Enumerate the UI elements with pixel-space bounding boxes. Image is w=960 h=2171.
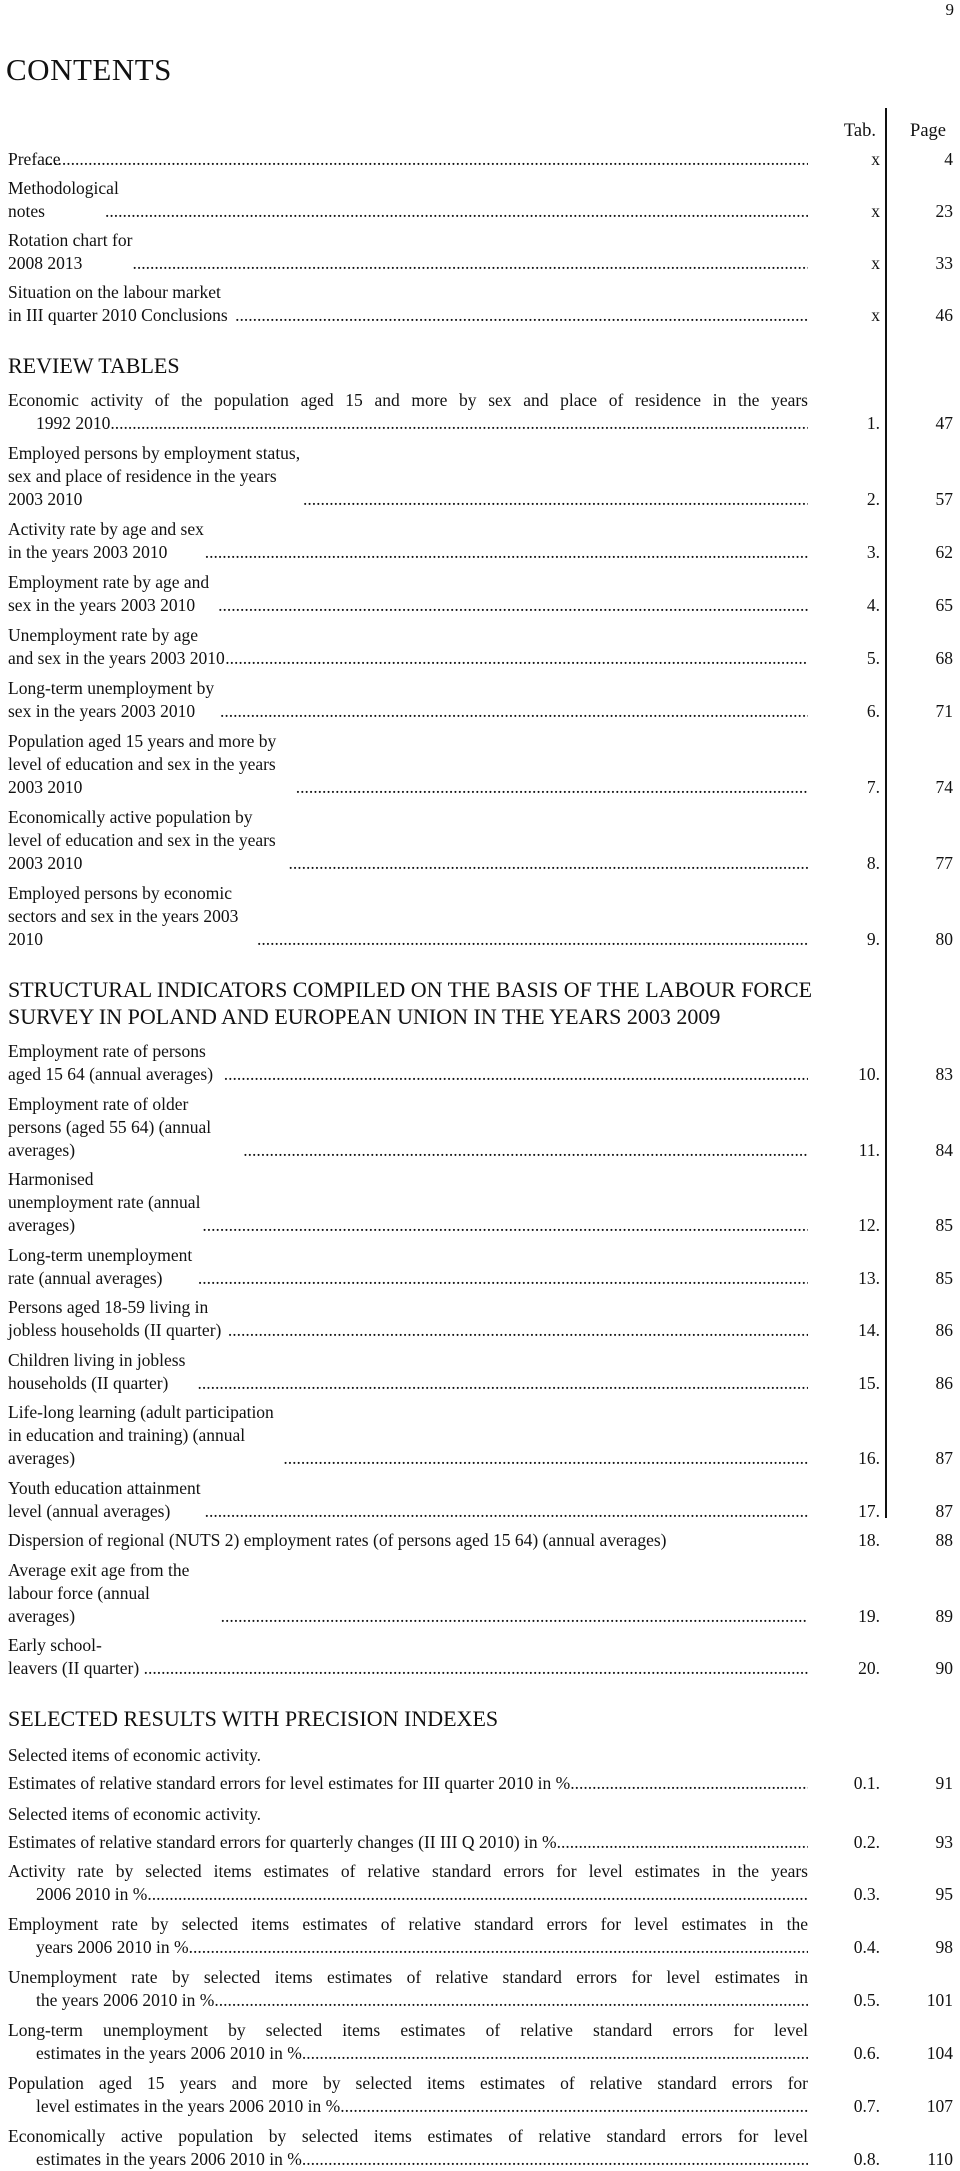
entry-text-line2: the years 2006 2010 in % xyxy=(36,1990,215,2010)
leader-dots xyxy=(225,647,808,670)
toc-entry[interactable] xyxy=(8,1040,953,1086)
toc-entry[interactable] xyxy=(8,730,953,799)
toc-entry[interactable] xyxy=(8,806,953,875)
leader-dots xyxy=(218,594,808,617)
entry-text: Unemployment rate by age and sex in the years 2003 2010 xyxy=(8,625,225,668)
leader-dots xyxy=(557,1831,808,1854)
entry-page: 89 xyxy=(935,1605,953,1626)
contents-list xyxy=(8,148,953,2171)
section-heading-line2: SURVEY IN POLAND AND EUROPEAN UNION IN THE YEARS 2003 2009 xyxy=(8,1004,721,1029)
entry-text-line1: Selected items of economic activity. xyxy=(8,1804,262,1824)
entry-text: Long-term unemployment by sex in the years 2003 2010 xyxy=(8,678,215,721)
entry-tab: 6. xyxy=(866,701,880,721)
toc-entry[interactable] xyxy=(8,1093,953,1162)
entry-page: 71 xyxy=(935,701,953,721)
toc-entry[interactable] xyxy=(8,389,953,435)
entry-tab: 1. xyxy=(866,413,880,433)
toc-entry[interactable] xyxy=(8,442,953,511)
section-heading xyxy=(8,976,868,1030)
entry-text-line2: years 2006 2010 in % xyxy=(36,1937,189,1957)
page-number: 9 xyxy=(945,0,954,19)
entry-text-line1: Economic activity of the population aged 15 and more by sex and place of residence in the years xyxy=(8,390,808,410)
entry-tab: 12. xyxy=(858,1215,880,1235)
entry-page: 47 xyxy=(935,413,953,433)
toc-entry[interactable] xyxy=(8,1529,953,1552)
leader-dots xyxy=(220,700,808,723)
precision-indexes-section xyxy=(8,1705,953,2171)
entry-text: Harmonised unemployment rate (annual averages) xyxy=(8,1169,201,1235)
toc-entry[interactable] xyxy=(8,677,953,723)
entry-text-line2: Estimates of relative standard errors for quarterly changes (II III Q 2010) in % xyxy=(8,1832,557,1852)
entry-page: 4 xyxy=(944,149,953,169)
toc-entry[interactable] xyxy=(8,1860,953,1906)
entry-page: 86 xyxy=(935,1372,953,1393)
entry-tab: 16. xyxy=(858,1448,880,1468)
entry-tab: 2. xyxy=(866,489,880,509)
entry-page: 84 xyxy=(935,1139,953,1160)
entry-text-line2: Estimates of relative standard errors for level estimates for III quarter 2010 in % xyxy=(8,1773,571,1793)
toc-entry[interactable] xyxy=(8,1168,953,1237)
leader-dots xyxy=(221,1605,808,1628)
leader-dots xyxy=(257,928,808,951)
entry-tab: 8. xyxy=(866,853,880,873)
entry-page: 57 xyxy=(935,489,953,509)
entry-text-line1: Population aged 15 years and more by selected items estimates of relative standard errors for xyxy=(8,2073,808,2093)
entry-tab: x xyxy=(871,201,880,221)
entry-tab: 13. xyxy=(858,1267,880,1288)
entry-page: 107 xyxy=(926,2096,953,2116)
entry-page: 88 xyxy=(935,1530,953,1550)
entry-tab: 9. xyxy=(866,929,880,949)
entry-page: 23 xyxy=(935,201,953,221)
entry-tab: 10. xyxy=(858,1064,880,1084)
entry-tab: 0.3. xyxy=(853,1884,880,1904)
entry-page: 101 xyxy=(926,1990,953,2010)
entry-text: Activity rate by age and sex in the years 2003 2010 xyxy=(8,519,204,562)
entry-tab: 0.5. xyxy=(853,1990,880,2010)
toc-entry[interactable] xyxy=(8,571,953,617)
entry-text-line1: Unemployment rate by selected items estimates of relative standard errors for level estimates in xyxy=(8,1967,808,1987)
page-column-header: Page xyxy=(910,121,946,141)
structural-indicators-section xyxy=(8,976,953,1680)
toc-entry[interactable] xyxy=(8,2072,953,2118)
toc-entry[interactable] xyxy=(8,281,953,327)
entry-text-line2: estimates in the years 2006 2010 in % xyxy=(36,2043,302,2063)
toc-entry[interactable] xyxy=(8,1401,953,1470)
entry-text-line1: Economically active population by selected items estimates of relative standard errors for level xyxy=(8,2126,808,2146)
entry-text: Employment rate by age and sex in the years 2003 2010 xyxy=(8,572,210,615)
leader-dots xyxy=(302,2148,808,2171)
leader-dots xyxy=(214,1989,808,2012)
toc-entry[interactable] xyxy=(8,518,953,564)
leader-dots xyxy=(202,1214,808,1237)
section-heading: REVIEW TABLES xyxy=(8,353,180,378)
toc-entry[interactable] xyxy=(8,1913,953,1959)
entry-tab: 15. xyxy=(858,1372,880,1393)
entry-tab: 3. xyxy=(866,542,880,562)
entry-text: Dispersion of regional (NUTS 2) employment rates (of persons aged 15 64) (annual averages) xyxy=(8,1530,667,1550)
entry-tab: 4. xyxy=(866,595,880,615)
leader-dots xyxy=(228,1319,808,1342)
entry-text: Employed persons by economic sectors and sex in the years 2003 2010 xyxy=(8,883,239,949)
entry-text-line1: Long-term unemployment by selected items estimates of relative standard errors for level xyxy=(8,2020,808,2040)
toc-entry[interactable] xyxy=(8,1966,953,2012)
entry-page: 85 xyxy=(935,1215,953,1235)
leader-dots xyxy=(132,252,808,275)
toc-entry[interactable] xyxy=(8,1559,953,1628)
toc-entry[interactable] xyxy=(8,624,953,670)
toc-entry[interactable] xyxy=(8,1349,953,1395)
leader-dots xyxy=(289,852,808,875)
toc-entry[interactable] xyxy=(8,177,953,223)
toc-entry[interactable] xyxy=(8,1634,953,1680)
entry-page: 104 xyxy=(926,2043,953,2063)
entry-tab: 0.4. xyxy=(853,1937,880,1957)
entry-text: Population aged 15 years and more by level of education and sex in the years 2003 2010 xyxy=(8,731,277,797)
entry-text-line1: Activity rate by selected items estimates of relative standard errors for level estimates in the years xyxy=(8,1861,808,1881)
entry-page: 87 xyxy=(935,1448,953,1468)
entry-page: 68 xyxy=(935,648,953,668)
leader-dots xyxy=(205,541,808,564)
entry-text: Youth education attainment level (annual averages) xyxy=(8,1477,201,1521)
leader-dots xyxy=(205,1500,808,1523)
entry-page: 65 xyxy=(935,595,953,615)
entry-tab: 0.8. xyxy=(853,2149,880,2169)
entry-text-line2: level estimates in the years 2006 2010 in % xyxy=(36,2096,341,2116)
entry-tab: x xyxy=(871,253,880,273)
leader-dots xyxy=(189,1936,808,1959)
entry-text: Life-long learning (adult participation in education and training) (annual averages) xyxy=(8,1402,274,1468)
entry-page: 86 xyxy=(935,1320,953,1340)
entry-text: Children living in jobless households (II quarter) xyxy=(8,1349,186,1393)
entry-tab: 11. xyxy=(858,1139,880,1160)
entry-tab: x xyxy=(871,305,880,325)
toc-entry[interactable] xyxy=(8,882,953,951)
entry-page: 77 xyxy=(935,853,953,873)
leader-dots xyxy=(105,200,808,223)
entry-tab: 19. xyxy=(858,1605,880,1626)
entry-text: Rotation chart for 2008 2013 xyxy=(8,230,133,273)
leader-dots xyxy=(144,1657,808,1680)
entry-page: 74 xyxy=(935,777,953,797)
toc-entry[interactable] xyxy=(8,1744,953,1795)
leader-dots xyxy=(303,488,808,511)
entry-page: 110 xyxy=(927,2149,953,2169)
entry-page: 83 xyxy=(935,1064,953,1084)
entry-tab: 14. xyxy=(858,1320,880,1340)
toc-entry[interactable] xyxy=(8,1477,953,1523)
toc-entry[interactable] xyxy=(8,1803,953,1854)
entry-page: 91 xyxy=(935,1773,953,1793)
leader-dots xyxy=(110,412,808,435)
entry-tab: 18. xyxy=(858,1530,880,1550)
entry-tab: 5. xyxy=(866,648,880,668)
entry-page: 85 xyxy=(935,1267,953,1288)
entry-tab: 17. xyxy=(858,1500,880,1521)
entry-page: 90 xyxy=(935,1658,953,1678)
entry-text: Early school-leavers (II quarter) xyxy=(8,1635,140,1678)
page-title: CONTENTS xyxy=(6,52,172,87)
leader-dots xyxy=(147,1883,808,1906)
entry-text: Preface xyxy=(8,149,61,169)
leader-dots xyxy=(197,1372,808,1395)
tab-column-header: Tab. xyxy=(843,121,876,141)
leader-dots xyxy=(224,1063,808,1086)
entry-text: Employed persons by employment status, sex and place of residence in the years 2003 2010 xyxy=(8,443,301,509)
entry-tab: 0.2. xyxy=(853,1832,880,1852)
toc-entry[interactable] xyxy=(8,148,953,171)
toc-entry[interactable] xyxy=(8,1244,953,1290)
review-tables-section xyxy=(8,352,953,951)
entry-text-line2: 1992 2010 xyxy=(36,413,111,433)
entry-text-line1: Employment rate by selected items estimates of relative standard errors for level estimates in the xyxy=(8,1914,808,1934)
leader-dots xyxy=(570,1772,808,1795)
entry-text: Situation on the labour market in III quarter 2010 Conclusions xyxy=(8,282,228,325)
leader-dots xyxy=(340,2095,808,2118)
entry-tab: 20. xyxy=(858,1658,880,1678)
entry-page: 62 xyxy=(935,542,953,562)
entry-tab: 0.6. xyxy=(853,2043,880,2063)
section-heading-line1: STRUCTURAL INDICATORS COMPILED ON THE BASIS OF THE LABOUR FORCE xyxy=(8,977,813,1002)
leader-dots xyxy=(243,1139,808,1162)
entry-page: 95 xyxy=(935,1884,953,1904)
entry-text: Long-term unemployment rate (annual averages) xyxy=(8,1244,193,1288)
toc-entry[interactable] xyxy=(8,2125,953,2171)
entry-text: Employment rate of persons aged 15 64 (annual averages) xyxy=(8,1041,214,1084)
entry-page: 46 xyxy=(935,305,953,325)
entry-page: 98 xyxy=(935,1937,953,1957)
leader-dots xyxy=(283,1447,808,1470)
entry-page: 80 xyxy=(935,929,953,949)
entry-page: 93 xyxy=(935,1832,953,1852)
entry-tab: 0.7. xyxy=(853,2096,880,2116)
intro-section xyxy=(8,148,953,327)
leader-dots xyxy=(44,148,808,171)
entry-text-line2: estimates in the years 2006 2010 in % xyxy=(36,2149,302,2169)
entry-text: Economically active population by level of education and sex in the years 2003 2010 xyxy=(8,807,276,873)
entry-tab: 0.1. xyxy=(853,1773,880,1793)
leader-dots xyxy=(302,2042,808,2065)
toc-entry[interactable] xyxy=(8,1296,953,1342)
entry-tab: x xyxy=(871,149,880,169)
leader-dots xyxy=(198,1267,808,1290)
leader-dots xyxy=(235,304,808,327)
entry-page: 33 xyxy=(935,253,953,273)
leader-dots xyxy=(296,776,808,799)
entry-text-line1: Selected items of economic activity. xyxy=(8,1745,262,1765)
entry-text: Persons aged 18-59 living in jobless households (II quarter) xyxy=(8,1297,222,1340)
entry-tab: 7. xyxy=(866,777,880,797)
toc-entry[interactable] xyxy=(8,229,953,275)
toc-entry[interactable] xyxy=(8,2019,953,2065)
entry-text-line2: 2006 2010 in % xyxy=(36,1884,148,1904)
entry-text: Employment rate of older persons (aged 55 64) (annual averages) xyxy=(8,1093,212,1160)
entry-text: Methodological notes xyxy=(8,178,119,221)
entry-page: 87 xyxy=(935,1500,953,1521)
entry-text: Average exit age from the labour force (annual averages) xyxy=(8,1559,190,1626)
section-heading: SELECTED RESULTS WITH PRECISION INDEXES xyxy=(8,1706,499,1731)
